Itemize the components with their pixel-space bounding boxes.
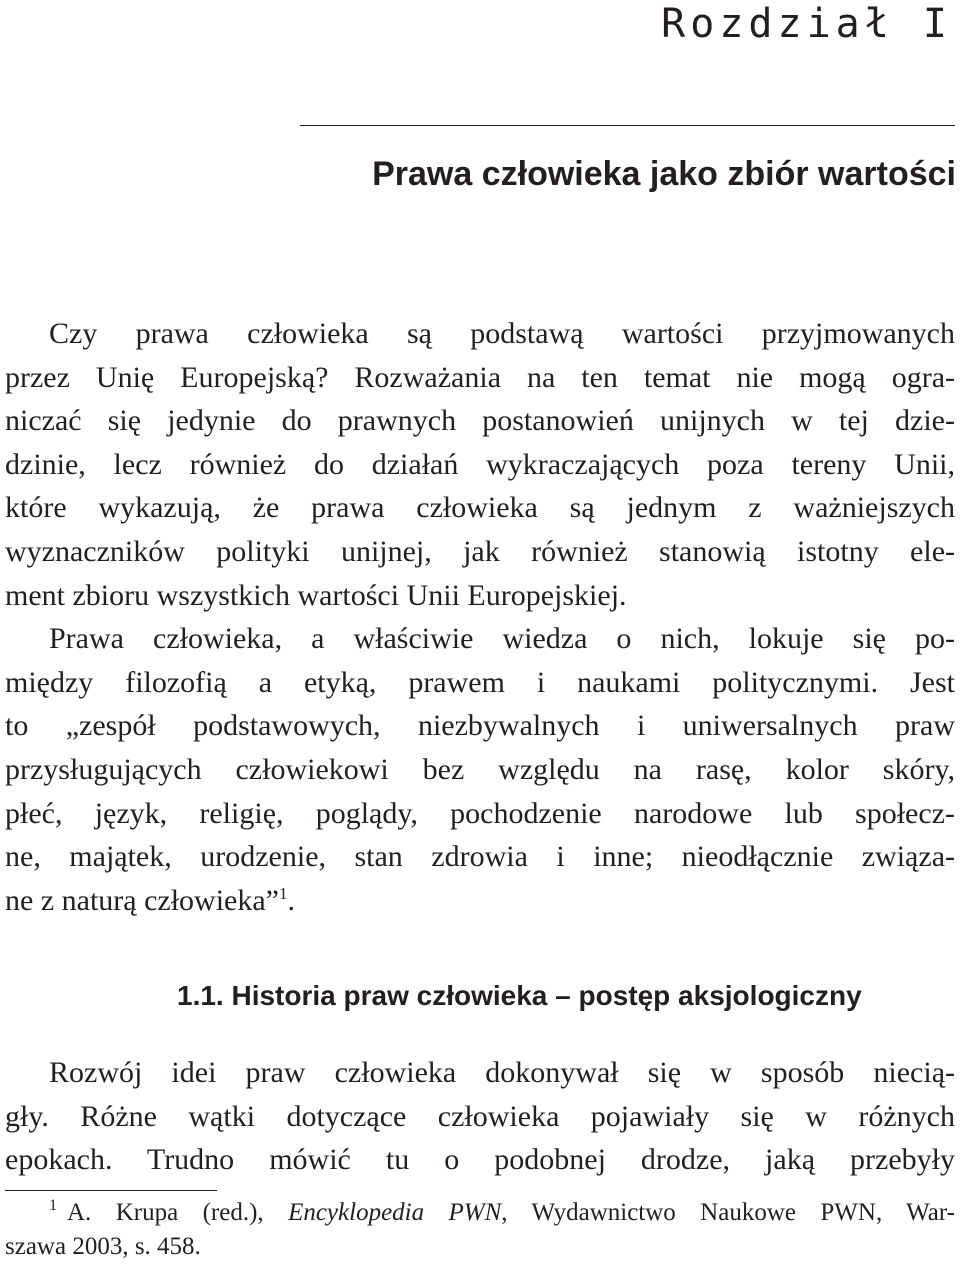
footnote bbox=[5, 1196, 955, 1264]
section-heading: 1.1. Historia praw człowieka – postęp aksjologiczny bbox=[177, 980, 862, 1011]
chapter-title: Prawa człowieka jako zbiór wartości bbox=[372, 155, 956, 193]
footnote-reference[interactable]: 1 bbox=[279, 883, 288, 903]
paragraph-line: które wykazują, że prawa człowieka są jednym z ważniejszych bbox=[5, 491, 955, 525]
footnote-line: szawa 2003, s. 458. bbox=[5, 1233, 201, 1260]
paragraph-line: Prawa człowieka, a właściwie wiedza o nich, lokuje się po- bbox=[49, 622, 955, 656]
footnote-publisher: , Wydawnictwo Naukowe PWN, War- bbox=[501, 1199, 955, 1226]
paragraph-line: niczać się jedynie do prawnych postanowień unijnych w tej dzie- bbox=[5, 404, 955, 438]
paragraph-line: dzinie, lecz również do działań wykraczających poza tereny Unii, bbox=[5, 447, 955, 481]
paragraph-line-last bbox=[5, 879, 955, 923]
body-paragraph-group bbox=[5, 312, 955, 922]
paragraph-line: Rozwój idei praw człowieka dokonywał się w sposób niecią- bbox=[49, 1056, 955, 1089]
paragraph-line: ne, majątek, urodzenie, stan zdrowia i inne; nieodłącznie związa- bbox=[5, 840, 955, 874]
paragraph-line: przysługujących człowiekowi bez względu na rasę, kolor skóry, bbox=[5, 752, 955, 786]
sentence-end: . bbox=[287, 883, 295, 917]
footnote-rule bbox=[5, 1190, 217, 1191]
paragraph-line: gły. Różne wątki dotyczące człowieka pojawiały się w różnych bbox=[5, 1099, 955, 1133]
paragraph-line: Czy prawa człowieka są podstawą wartości przyjmowanych bbox=[49, 317, 955, 350]
footnote-work-title: Encyklopedia PWN bbox=[288, 1199, 502, 1226]
paragraph-line: między filozofią a etyką, prawem i naukami politycznymi. Jest bbox=[5, 665, 955, 699]
footnote-line bbox=[5, 1196, 955, 1230]
paragraph-line: wyznaczników polityki unijnej, jak również stanowią istotny ele- bbox=[5, 534, 955, 568]
footnote-author: A. Krupa (red.), bbox=[67, 1199, 289, 1226]
paragraph-line: to „zespół podstawowych, niezbywalnych i uniwersalnych praw bbox=[5, 709, 955, 743]
paragraph-line: ment zbioru wszystkich wartości Unii Europejskiej. bbox=[5, 578, 627, 612]
paragraph-line-text: ne z naturą człowieka” bbox=[5, 883, 279, 917]
paragraph-line: płeć, język, religię, poglądy, pochodzenie narodowe lub społecz- bbox=[5, 796, 955, 830]
chapter-label: Rozdział I bbox=[661, 1, 952, 47]
body-paragraph-group bbox=[5, 1051, 955, 1182]
chapter-rule bbox=[300, 125, 955, 126]
footnote-number: 1 bbox=[49, 1197, 57, 1214]
paragraph-line: przez Unię Europejską? Rozważania na ten temat nie mogą ogra- bbox=[5, 360, 955, 394]
paragraph-line: epokach. Trudno mówić tu o podobnej drodze, jaką przebyły bbox=[5, 1143, 955, 1177]
